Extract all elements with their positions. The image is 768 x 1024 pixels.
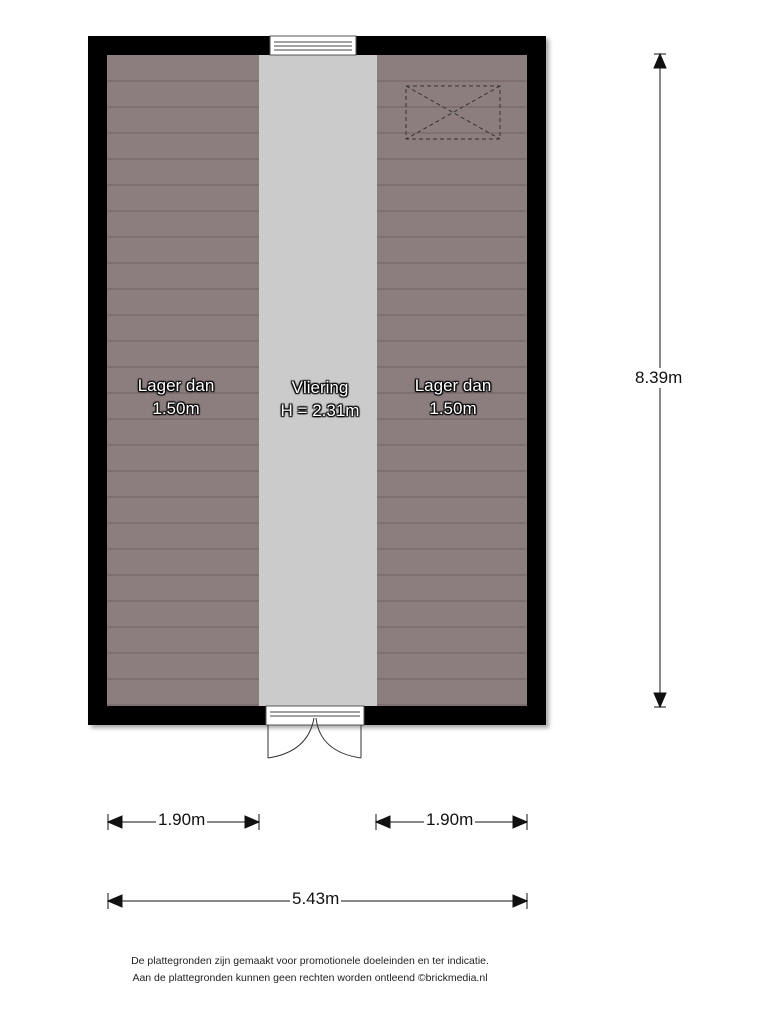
room-label-right: Lager dan 1.50m bbox=[414, 376, 492, 418]
width-left-dimension-label: 1.90m bbox=[158, 810, 206, 829]
double-door bbox=[266, 706, 364, 758]
width-right-dimension-label: 1.90m bbox=[426, 810, 474, 829]
disclaimer-line-2: Aan de plattegronden kunnen geen rechten worden ontleend ©brickmedia.nl bbox=[132, 972, 488, 984]
height-dimension-label: 8.39m bbox=[635, 368, 683, 387]
window-top bbox=[270, 36, 356, 55]
room-label-left: Lager dan 1.50m bbox=[137, 376, 215, 418]
room-label-attic: Vliering H = 2.31m bbox=[280, 378, 360, 420]
total-width-dimension-label: 5.43m bbox=[292, 889, 340, 908]
disclaimer-line-1: De plattegronden zijn gemaakt voor promotionele doeleinden en ter indicatie. bbox=[131, 955, 489, 967]
